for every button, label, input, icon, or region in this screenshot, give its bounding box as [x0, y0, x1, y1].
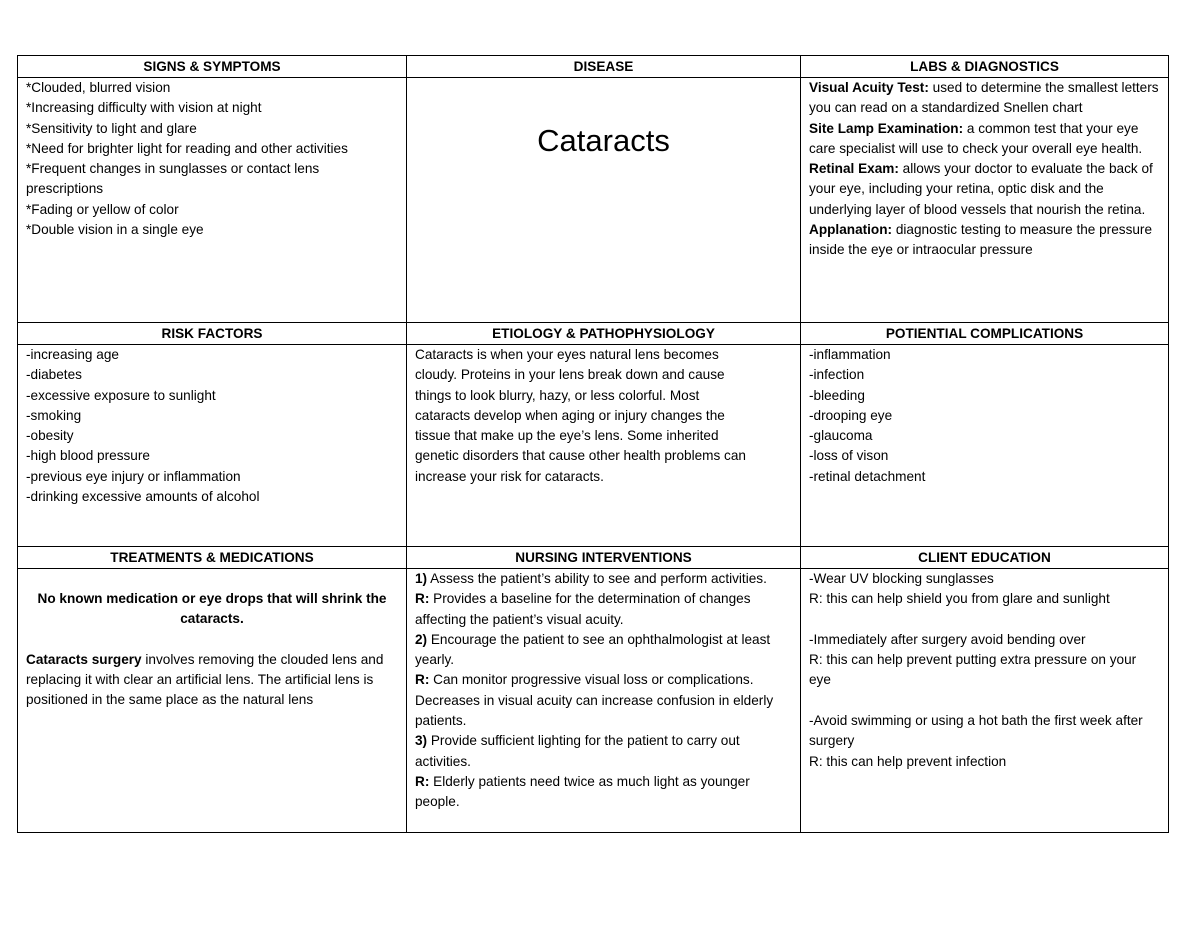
risk-factor-item: -obesity: [26, 428, 74, 444]
symptom-item: *Increasing difficulty with vision at night: [26, 100, 262, 116]
risk-factor-item: -previous eye injury or inflammation: [26, 468, 241, 484]
complication-item: -inflammation: [809, 347, 891, 362]
header-row-3: [18, 547, 1169, 569]
intervention-label: 1): [415, 571, 428, 586]
treatments-cell: [18, 569, 407, 833]
etiology-cell: [407, 345, 801, 547]
risk-factor-item: -smoking: [26, 407, 82, 423]
symptom-item: *Frequent changes in sunglasses or contact lens: [26, 161, 320, 177]
signs-symptoms-cell: [18, 78, 407, 323]
content-row-2: [18, 345, 1169, 547]
client-education-header: CLIENT EDUCATION: [801, 547, 1169, 569]
etiology-line: things to look blurry, hazy, or less colorful. Most: [415, 387, 700, 403]
rationale-text: Provides a baseline for the determination of changes affecting the patient’s visual acuity.: [415, 591, 751, 627]
risk-factor-item: -diabetes: [26, 367, 82, 383]
spacer: [809, 691, 1160, 711]
lab-desc: diagnostic testing to measure the pressure inside the eye or intraocular pressure: [809, 222, 1153, 258]
lab-term: Visual Acuity Test:: [809, 80, 929, 95]
risk-factor-item: -excessive exposure to sunlight: [26, 387, 216, 403]
symptom-item: *Need for brighter light for reading and other activities: [26, 140, 348, 156]
rationale-entry: [415, 589, 792, 630]
risk-factor-item: -increasing age: [26, 347, 119, 362]
symptom-item: prescriptions: [26, 181, 104, 197]
risk-factors-cell: [18, 345, 407, 547]
lab-entry: [809, 159, 1160, 220]
risk-factor-item: -high blood pressure: [26, 448, 150, 464]
lab-desc: allows your doctor to evaluate the back of your eye, including your retina, optic disk and the underlying layer of blood vessels that nourish the retina.: [809, 161, 1153, 217]
lab-term: Site Lamp Examination:: [809, 120, 964, 136]
education-rationale: R: this can help prevent putting extra pressure on your eye: [809, 652, 1137, 688]
intervention-text: Encourage the patient to see an ophthalmologist at least yearly.: [415, 631, 771, 668]
intervention-entry: [415, 630, 792, 671]
etiology-line: cataracts develop when aging or injury changes the: [415, 407, 725, 423]
education-rationale: R: this can help prevent infection: [809, 753, 1007, 769]
disease-header: DISEASE: [407, 56, 801, 78]
complication-item: -loss of vison: [809, 448, 889, 464]
header-row-1: [18, 56, 1169, 78]
intervention-text: Provide sufficient lighting for the patient to carry out activities.: [415, 733, 740, 769]
education-item: -Immediately after surgery avoid bending over: [809, 631, 1086, 647]
signs-symptoms-header: SIGNS & SYMPTOMS: [18, 56, 407, 78]
complication-item: -bleeding: [809, 387, 865, 403]
rationale-text: Elderly patients need twice as much light as younger people.: [415, 773, 750, 810]
nursing-interventions-cell: [407, 569, 801, 833]
lab-term: Retinal Exam:: [809, 161, 899, 177]
disease-cell: [407, 78, 801, 323]
complication-item: -drooping eye: [809, 407, 893, 423]
symptom-item: *Clouded, blurred vision: [26, 80, 171, 95]
treatments-header: TREATMENTS & MEDICATIONS: [18, 547, 407, 569]
etiology-line: tissue that make up the eye’s lens. Some inherited: [415, 428, 719, 444]
education-item: -Wear UV blocking sunglasses: [809, 571, 994, 586]
complications-header: POTIENTIAL COMPLICATIONS: [801, 323, 1169, 345]
etiology-line: increase your risk for cataracts.: [415, 468, 604, 484]
lab-desc: used to determine the smallest letters you can read on a standardized Snellen chart: [809, 80, 1159, 116]
lab-desc: a common test that your eye care specialist will use to check your overall eye health.: [809, 120, 1143, 156]
complication-item: -retinal detachment: [809, 468, 926, 484]
rationale-label: R:: [415, 672, 430, 688]
rationale-entry: [415, 772, 792, 813]
etiology-line: cloudy. Proteins in your lens break down and cause: [415, 367, 725, 383]
nursing-interventions-header: NURSING INTERVENTIONS: [407, 547, 801, 569]
surgery-description: [26, 650, 398, 711]
lab-term: Applanation:: [809, 222, 893, 238]
intervention-label: 2): [415, 631, 428, 647]
header-row-2: [18, 323, 1169, 345]
symptom-item: *Fading or yellow of color: [26, 201, 179, 217]
lab-entry: [809, 78, 1160, 119]
etiology-line: genetic disorders that cause other health problems can: [415, 448, 746, 464]
labs-diagnostics-cell: [801, 78, 1169, 323]
client-education-cell: [801, 569, 1169, 833]
symptom-item: *Sensitivity to light and glare: [26, 120, 197, 136]
care-plan-table: [17, 55, 1169, 833]
etiology-line: Cataracts is when your eyes natural lens becomes: [415, 347, 719, 362]
intervention-text: Assess the patient’s ability to see and perform activities.: [427, 571, 767, 586]
spacer: [26, 630, 398, 650]
intervention-entry: [415, 569, 792, 589]
surgery-term: Cataracts surgery: [26, 651, 142, 667]
lab-entry: [809, 220, 1160, 261]
content-row-3: [18, 569, 1169, 833]
complications-cell: [801, 345, 1169, 547]
complication-item: -glaucoma: [809, 428, 873, 444]
disease-title: Cataracts: [537, 123, 670, 158]
risk-factors-header: RISK FACTORS: [18, 323, 407, 345]
symptom-item: *Double vision in a single eye: [26, 222, 204, 238]
intervention-label: 3): [415, 733, 428, 749]
medication-note: No known medication or eye drops that will shrink the cataracts.: [37, 591, 387, 627]
content-row-1: [18, 78, 1169, 323]
etiology-header: ETIOLOGY & PATHOPHYSIOLOGY: [407, 323, 801, 345]
intervention-entry: [415, 731, 792, 772]
rationale-entry: [415, 670, 792, 731]
complication-item: -infection: [809, 367, 865, 383]
rationale-text: Can monitor progressive visual loss or complications. Decreases in visual acuity can increase confusion in elderly patients.: [415, 672, 774, 729]
surgery-text: involves removing the clouded lens and replacing it with clear an artificial lens. The artificial lens is positioned in the same place as the natural lens: [26, 651, 384, 708]
rationale-label: R:: [415, 773, 430, 789]
rationale-label: R:: [415, 591, 430, 607]
lab-entry: [809, 119, 1160, 160]
spacer: [809, 610, 1160, 630]
labs-diagnostics-header: LABS & DIAGNOSTICS: [801, 56, 1169, 78]
risk-factor-item: -drinking excessive amounts of alcohol: [26, 489, 260, 505]
education-item: -Avoid swimming or using a hot bath the first week after surgery: [809, 713, 1143, 749]
education-rationale: R: this can help shield you from glare and sunlight: [809, 591, 1110, 607]
